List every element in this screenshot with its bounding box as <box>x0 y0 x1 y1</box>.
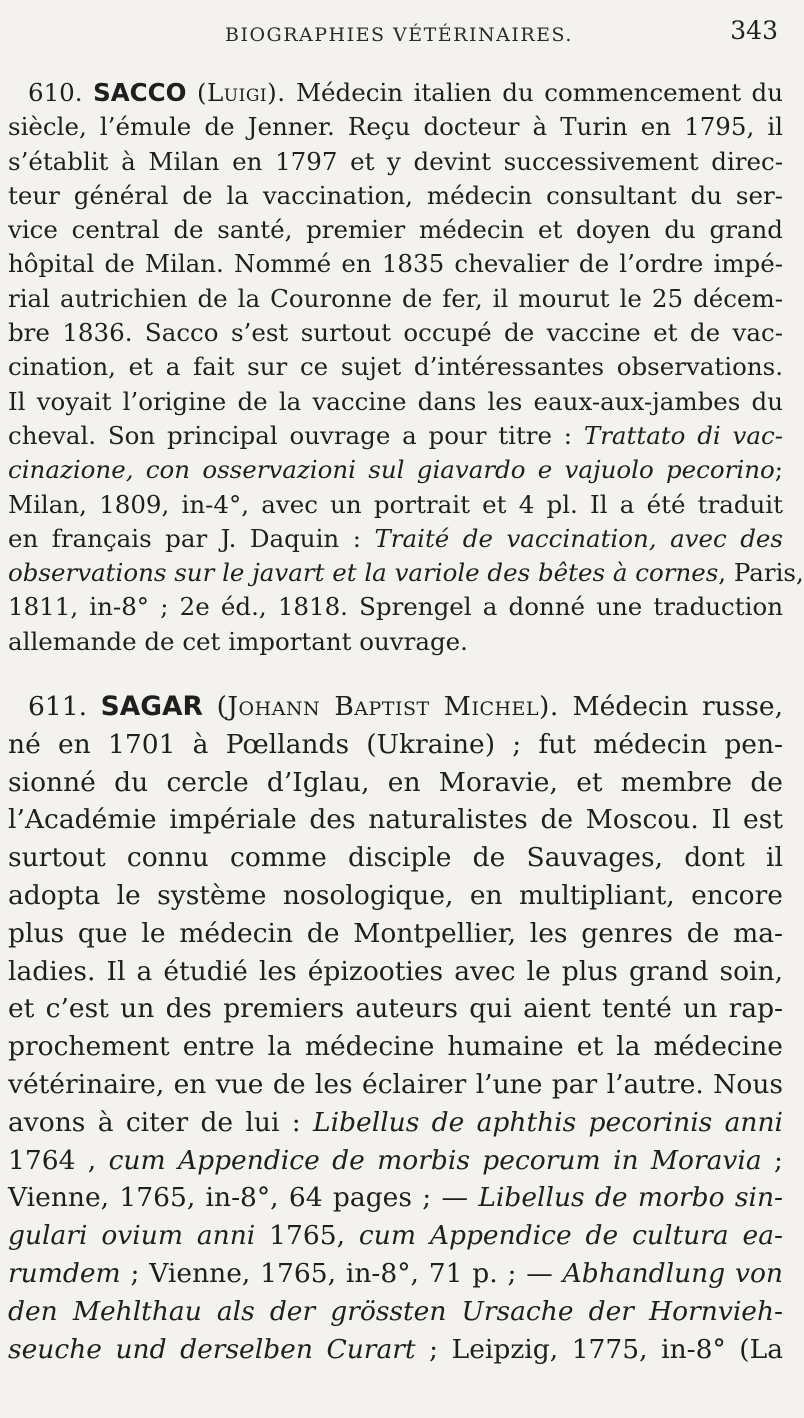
entry-line: s’établit à Milan en 1797 et y devint successivement direc- <box>8 146 783 176</box>
entry-text: ; Vienne, 1765, in-8°, 71 p. ; — <box>120 1257 563 1289</box>
entry-text: , Paris, <box>718 558 804 588</box>
entry-line: sionné du cercle d’Iglau, en Moravie, et membre de <box>8 766 783 798</box>
entry-text: en français par J. Daquin : <box>8 523 375 553</box>
entry-line <box>8 1104 783 1142</box>
entry-line <box>8 1255 783 1293</box>
entry-line: Milan, 1809, in-4°, avec un portrait et 4 pl. Il a été traduit <box>8 489 783 519</box>
book-title: gulari ovium anni <box>8 1220 256 1252</box>
entry-text: avons à citer de lui : <box>8 1106 313 1138</box>
entry-line <box>8 419 783 453</box>
entry-line: l’Académie impériale des naturalistes de Moscou. Il est <box>8 804 783 836</box>
entry-text: cheval. Son principal ouvrage a pour titre : <box>8 420 584 450</box>
entry-line: siècle, l’émule de Jenner. Reçu docteur à Turin en 1795, il <box>8 112 783 142</box>
entry-line: rial autrichien de la Couronne de fer, il mourut le 25 décem- <box>8 283 783 313</box>
entry-text: ; <box>761 1144 783 1176</box>
entry-name: SAGAR <box>100 691 203 722</box>
book-title: rumdem <box>8 1257 121 1289</box>
entry-line <box>8 688 783 726</box>
entry-line: prochement entre la médecine humaine et la médecine <box>8 1031 783 1063</box>
entry-line <box>8 1142 783 1180</box>
entry-text: 1764 , <box>8 1144 109 1176</box>
book-title: Libellus de morbo sin- <box>478 1182 783 1214</box>
book-title: Abhandlung von <box>562 1257 783 1289</box>
book-title: den Mehlthau als der grössten Ursache der Hornvieh- <box>8 1295 783 1327</box>
entry-number: 611. <box>28 691 88 722</box>
entry-name: SACCO <box>93 78 187 107</box>
entry-forename: (Johann Baptist Michel). <box>216 691 559 722</box>
entry-611 <box>8 688 783 1368</box>
book-title: observations sur le javart et la variole des bêtes à cornes <box>8 558 719 588</box>
entry-text: Médecin italien du commencement du <box>285 78 783 107</box>
book-title: cum Appendice de cultura ea- <box>358 1220 783 1252</box>
entry-line: teur général de la vaccination, médecin consultant du ser- <box>8 180 783 210</box>
entry-line <box>8 556 804 590</box>
entry-line: hôpital de Milan. Nommé en 1835 chevalier de l’ordre impé- <box>8 249 783 279</box>
entry-line <box>8 76 783 110</box>
book-title: seuche und derselben Curart <box>8 1333 416 1365</box>
entry-text: ; <box>774 455 783 485</box>
entry-text: ; Leipzig, 1775, in-8° (La <box>415 1333 783 1365</box>
page-number: 343 <box>730 16 778 45</box>
entry-line: vétérinaire, en vue de les éclairer l’une par l’autre. Nous <box>8 1068 783 1100</box>
entry-line <box>8 522 783 556</box>
entry-610 <box>8 76 804 659</box>
entry-line <box>8 1293 783 1331</box>
entry-line: bre 1836. Sacco s’est surtout occupé de vaccine et de vac- <box>8 318 783 348</box>
entry-line: Il voyait l’origine de la vaccine dans les eaux-aux-jambes du <box>8 386 783 416</box>
entry-line: 1811, in-8° ; 2e éd., 1818. Sprengel a donné une traduction <box>8 592 783 622</box>
entry-line: ladies. Il a étudié les épizooties avec le plus grand soin, <box>8 955 783 987</box>
book-title: Traité de vaccination, avec des <box>374 523 783 553</box>
entry-text: Vienne, 1765, in-8°, 64 pages ; — <box>8 1182 479 1214</box>
book-title: Trattato di vac- <box>583 420 783 450</box>
entry-line: surtout connu comme disciple de Sauvages, dont il <box>8 842 783 874</box>
entry-line: adopta le système nosologique, en multipliant, encore <box>8 879 783 911</box>
entry-line: plus que le médecin de Montpellier, les genres de ma- <box>8 917 783 949</box>
entry-forename: (Luigi). <box>196 78 286 107</box>
entry-line <box>8 453 783 487</box>
book-title: cum Appendice de morbis pecorum in Moravia <box>108 1144 762 1176</box>
entry-number: 610. <box>28 78 83 107</box>
entry-line: vice central de santé, premier médecin et doyen du grand <box>8 215 783 245</box>
running-head-title: BIOGRAPHIES VÉTÉRINAIRES. <box>225 24 573 46</box>
entry-line: né en 1701 à Pœllands (Ukraine) ; fut médecin pen- <box>8 728 783 760</box>
entry-line <box>8 1217 783 1255</box>
entry-text: 1765, <box>255 1220 359 1252</box>
entry-line: et c’est un des premiers auteurs qui aient tenté un rap- <box>8 993 783 1025</box>
entry-line <box>8 1331 783 1369</box>
entry-line: cination, et a fait sur ce sujet d’intéressantes observations. <box>8 352 783 382</box>
book-title: cinazione, con osservazioni sul giavardo e vajuolo pecorino <box>8 455 775 485</box>
entry-text: Médecin russe, <box>558 691 783 722</box>
running-head <box>0 10 800 52</box>
entry-line: allemande de cet important ouvrage. <box>8 626 468 656</box>
book-title: Libellus de aphthis pecorinis anni <box>313 1106 784 1138</box>
entry-line <box>8 1179 783 1217</box>
